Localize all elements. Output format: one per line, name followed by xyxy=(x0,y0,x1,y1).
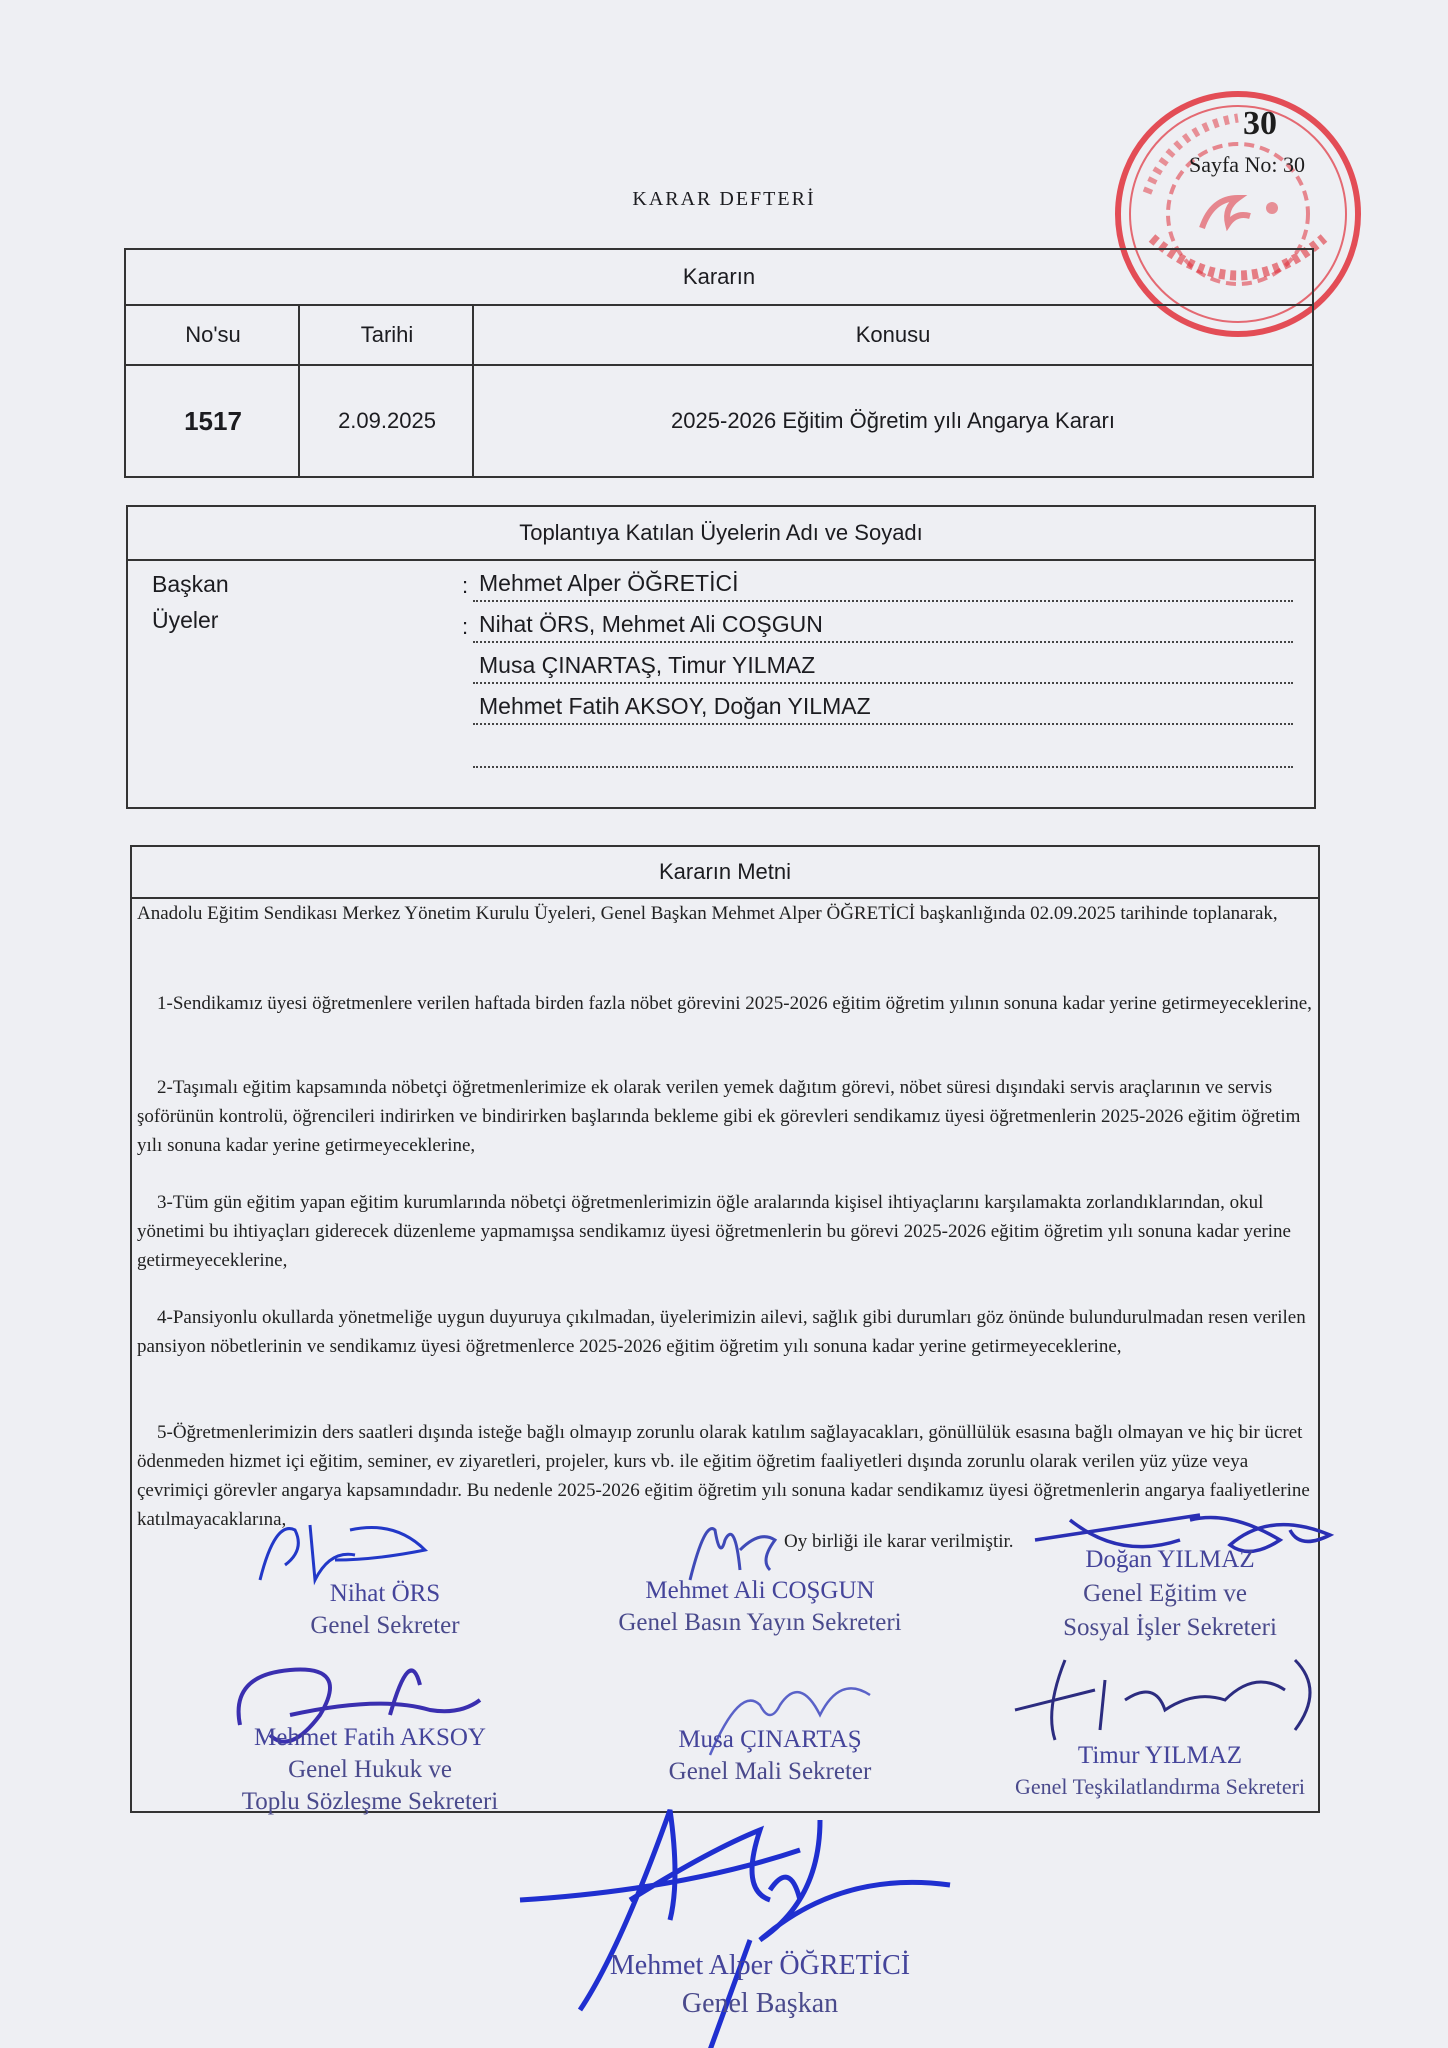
member-line: Nihat ÖRS, Mehmet Ali COŞGUN xyxy=(473,603,1293,643)
signatory-name: Timur YILMAZ xyxy=(1077,1742,1243,1769)
member-line: Mehmet Alper ÖĞRETİCİ xyxy=(473,562,1293,602)
members-label: Üyeler xyxy=(152,607,219,633)
column-subject: Konusu xyxy=(855,322,931,347)
signatory-role: Genel Teşkilatlandırma Sekreteri xyxy=(1014,1774,1306,1799)
signatory-name: Nihat ÖRS xyxy=(329,1580,441,1607)
members-section xyxy=(126,505,1316,809)
decision-item: 2-Taşımalı eğitim kapsamında nöbetçi öğretmenlerimize ek olarak verilen yemek dağıtım görevi, nöbet süresi dışındaki servis araçlarının ve servis şoförünün kontrolü, öğrencileri indirirken ve bindirirken başlarında bekleme gibi ek görevleri sendikamız üyesi öğretmenlerin 2025-2026 eğitim öğretim yılı sonuna kadar yerine getirmeyeceklerine, xyxy=(137,1077,1301,1156)
decision-subject: 2025-2026 Eğitim Öğretim yılı Angarya Kararı xyxy=(671,408,1115,433)
decision-date: 2.09.2025 xyxy=(338,408,436,433)
decision-text-header: Kararın Metni xyxy=(132,847,1318,899)
column-no: No'su xyxy=(185,322,241,347)
member-line: Mehmet Fatih AKSOY, Doğan YILMAZ xyxy=(473,685,1293,725)
document-title: KARAR DEFTERİ xyxy=(632,188,816,210)
closing-statement: Oy birliği ile karar verilmiştir. xyxy=(784,1531,1014,1552)
member-line: Musa ÇINARTAŞ, Timur YILMAZ xyxy=(473,644,1293,684)
decision-table-header-row xyxy=(126,250,1312,306)
signatory-name: Mehmet Alper ÖĞRETİCİ xyxy=(609,1950,911,1981)
colon: : xyxy=(462,614,469,639)
signatory-role: Genel Sekreter xyxy=(310,1612,460,1639)
signatory-role: Genel Mali Sekreter xyxy=(668,1758,872,1785)
decision-intro: Anadolu Eğitim Sendikası Merkez Yönetim Kurulu Üyeleri, Genel Başkan Mehmet Alper ÖĞRETİCİ başkanlığında 02.09.2025 tarihinde toplanarak, xyxy=(137,903,1278,924)
stamp-page-label: Sayfa No: 30 xyxy=(1188,152,1306,177)
column-date: Tarihi xyxy=(360,322,414,347)
signatory-name: Mehmet Ali COŞGUN xyxy=(645,1577,875,1604)
members-header: Toplantıya Katılan Üyelerin Adı ve Soyadı xyxy=(128,507,1314,561)
signatory-name: Doğan YILMAZ xyxy=(1085,1546,1255,1573)
signatory-name: Musa ÇINARTAŞ xyxy=(678,1726,862,1753)
decision-number: 1517 xyxy=(184,405,242,436)
signatory-role: Genel Eğitim ve xyxy=(1083,1580,1247,1607)
decision-header: Kararın xyxy=(682,264,756,289)
signatory-role: Genel Basın Yayın Sekreteri xyxy=(618,1609,902,1636)
signatory-role: Sosyal İşler Sekreteri xyxy=(1063,1614,1277,1641)
signatory-role: Genel Hukuk ve xyxy=(288,1756,452,1783)
signatory-role: Genel Başkan xyxy=(681,1988,839,2019)
president-label: Başkan xyxy=(152,571,229,597)
decision-table xyxy=(124,248,1314,478)
colon: : xyxy=(462,573,469,598)
decision-item: 1-Sendikamız üyesi öğretmenlere verilen haftada birden fazla nöbet görevini 2025-2026 eğitim öğretim yılının sonuna kadar yerine getirmeyeceklerine, xyxy=(157,993,1312,1014)
decision-item: 5-Öğretmenlerimizin ders saatleri dışında isteğe bağlı olmayıp zorunlu olarak katılım sağlayacakları, gönüllülük esasına bağlı olmayan ve hiç bir ücret ödenmeden hizmet içi eğitim, seminer, ev ziyaretleri, projeler, kurs vb. ile eğitim öğretim faaliyetleri dışında zorunlu olarak verilen yüz yüze veya çevrimiçi görevler angarya kapsamındadır. Bu nedenle 2025-2026 eğitim öğretim yılı sonuna kadar sendikamız üyesi öğretmenlerin angarya faaliyetlerine katılmayacaklarına, xyxy=(137,1422,1310,1530)
decision-item: 4-Pansiyonlu okullarda yönetmeliğe uygun duyuruya çıkılmadan, üyelerimizin ailevi, sağlık gibi durumları göz önünde bulundurulmadan resen verilen pansiyon nöbetlerinin ve sendikamız üyesi öğretmenlerce 2025-2026 eğitim öğretim yılı sonuna kadar yerine getirmeyeceklerine, xyxy=(137,1307,1306,1357)
signature-timur-yilmaz xyxy=(1005,1650,1325,1750)
signature-nihat-ors xyxy=(255,1510,435,1590)
decision-values-row xyxy=(126,366,1312,476)
decision-columns-row xyxy=(126,306,1312,366)
signatory-role: Toplu Sözleşme Sekreteri xyxy=(241,1788,499,1815)
stamp-number: 30 xyxy=(1243,105,1277,142)
signatory-name: Mehmet Fatih AKSOY xyxy=(254,1724,486,1751)
member-line xyxy=(473,728,1293,768)
decision-item: 3-Tüm gün eğitim yapan eğitim kurumlarında nöbetçi öğretmenlerimizin öğle aralarında kişisel ihtiyaçlarını karşılamakta zorlandıklarından, okul yönetimi bu ihtiyaçları giderecek düzenleme yapmamışsa sendikamız üyesi öğretmenlerin bu görevi 2025-2026 eğitim öğretim yılı sonuna kadar yerine getirmeyeceklerine, xyxy=(137,1192,1291,1271)
